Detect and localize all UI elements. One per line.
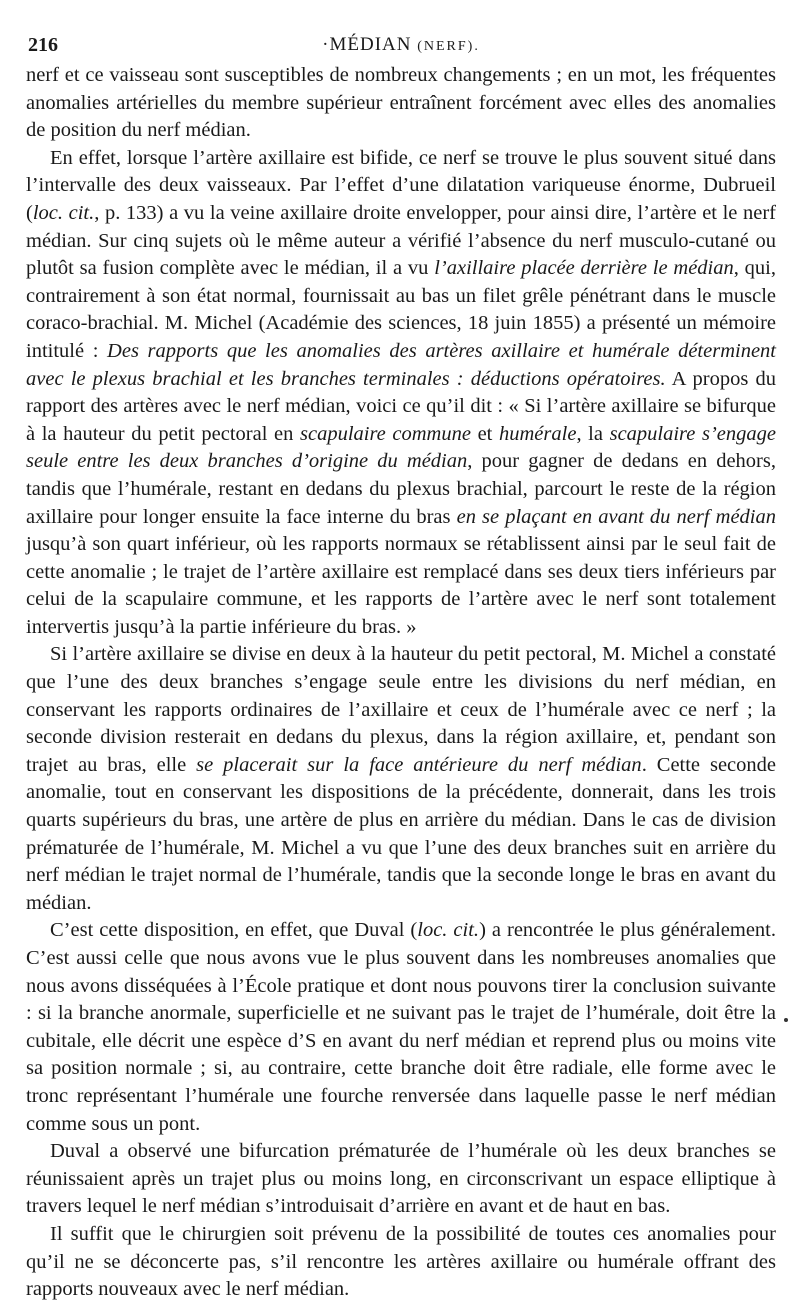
running-head-title: ·MÉDIAN: [322, 34, 412, 55]
italic-text: en se plaçant en avant du nerf médian: [456, 505, 776, 528]
page-header: [26, 22, 776, 62]
paragraph-text: Il suffit que le chirurgien soit prévenu de la possibilité de toutes ces anomalies pour qu’il ne se déconcerte pas, s’il rencontre les artères axillaire ou humérale offrant des rapports nouveaux avec le nerf médian.: [26, 1222, 776, 1301]
paragraph-text: . Cette seconde anomalie, tout en conservant les dispositions de la précédente, donnerait, dans les trois quarts supérieurs du bras, une artère de plus en arrière du médian. Dans le cas de division prématurée de l’humérale, M. Michel a vu que l’une des deux branches suit en arrière du nerf médian le trajet normal de l’humérale, tandis que la seconde longe le bras en avant du médian.: [26, 753, 777, 914]
italic-text: loc. cit.: [32, 201, 95, 224]
paragraph: [26, 62, 776, 145]
paragraph-text: nerf et ce vaisseau sont susceptibles de nombreux changements ; en un mot, les fréquentes anomalies artérielles du membre supérieur entraînent forcément avec elles des anomalies de position du nerf médian.: [26, 64, 776, 142]
paragraph-text: , qui, contrairement à son état normal, fournissait au bas un filet grêle pénétrant dans le muscle coraco-brachial. M. Michel (Académie des sciences, 18 juin 1855) a présenté un mémoire intitulé :: [26, 257, 776, 362]
paragraph-text: Duval a observé une bifurcation prématurée de l’humérale où les deux branches se réunissaient après un trajet plus ou moins long, en circonscrivant un espace elliptique à travers lequel le nerf médian s’introduisait d’arrière en avant et de haut en bas.: [26, 1140, 776, 1218]
margin-speck: [784, 1018, 788, 1022]
running-head-subtitle: (NERF).: [417, 39, 480, 54]
paragraph-text: , p. 133) a vu la veine axillaire droite envelopper, pour ainsi dire, l’artère et le nerf médian. Sur cinq sujets où le même auteur a vérifié l’absence du nerf musculo-cutané ou plutôt sa fusion complète avec le médian, il a vu: [26, 201, 776, 280]
paragraph: [26, 1221, 776, 1304]
italic-text: humérale: [499, 422, 577, 445]
paragraph-text: et: [470, 422, 499, 445]
paragraph: [26, 641, 776, 917]
italic-text: scapulaire commune: [300, 422, 471, 445]
italic-text: Des rapports que les anomalies des artères axillaire et humérale déterminent avec le plexus brachial et les branches terminales : déductions opératoires.: [26, 339, 776, 390]
paragraph-text: C’est cette disposition, en effet, que Duval (: [50, 919, 418, 942]
paragraph-text: Si l’artère axillaire se divise en deux à la hauteur du petit pectoral, M. Michel a constaté que l’une des deux branches s’engage seule entre les divisions du nerf médian, en conservant les rapports ordinaires de l’axillaire et ceux de l’humérale avec ce nerf ; la seconde division resterait en dedans du plexus, dans la région axillaire, et, pendant son trajet au bras, elle: [26, 643, 776, 776]
page-number: 216: [28, 34, 58, 56]
paragraph-text: ) a rencontrée le plus généralement. C’est aussi celle que nous avons vue le plus souvent dans les nombreuses anomalies que nous avons disséquées à l’École pratique et dont nous pouvons tirer la conclusion suivante : si la branche anormale, superficielle et ne suivant pas le trajet de l’humérale, doit être la cubitale, elle décrit une espèce d’S en avant du nerf médian et reprend plus ou moins vite sa position normale ; si, au contraire, cette branche doit être radiale, elle forme avec le tronc représentant l’humérale une fourche renversée dans laquelle passe le nerf médian comme sous un pont.: [26, 919, 776, 1135]
italic-text: scapulaire s’engage seule entre les deux branches d’origine du médian: [26, 422, 776, 473]
italic-text: se placerait sur la face antérieure du nerf médian: [196, 753, 642, 776]
running-head: [26, 34, 776, 56]
paragraph-text: jusqu’à son quart inférieur, où les rapports normaux se rétablissent ainsi par le seul fait de cette anomalie ; le trajet de l’artère axillaire est remplacé dans ses deux tiers inférieurs par celui de la scapulaire commune, et les rapports de l’artère avec le nerf sont totalement intervertis jusqu’à la partie inférieure du bras. »: [26, 533, 776, 638]
paragraph: [26, 917, 776, 1138]
italic-text: l’axillaire placée derrière le médian: [434, 257, 734, 280]
paragraph: [26, 1138, 776, 1221]
body-text: [26, 62, 776, 1304]
paragraph-text: En effet, lorsque l’artère axillaire est bifide, ce nerf se trouve le plus souvent situé dans l’intervalle des deux vaisseaux. Par l’effet d’une dilatation variqueuse énorme, Dubrueil (: [26, 146, 776, 224]
italic-text: loc. cit.: [417, 919, 480, 942]
paragraph-text: , la: [576, 422, 610, 445]
paragraph-text: A propos du rapport des artères avec le nerf médian, voici ce qu’il dit : « Si l’artère axillaire se bifurque à la hauteur du petit pectoral en: [26, 367, 776, 445]
paragraph-text: , pour gagner de dedans en dehors, tandis que l’humérale, restant en dedans du plexus brachial, parcourt le reste de la région axillaire pour longer ensuite la face interne du bras: [26, 450, 776, 528]
paragraph: [26, 145, 776, 642]
